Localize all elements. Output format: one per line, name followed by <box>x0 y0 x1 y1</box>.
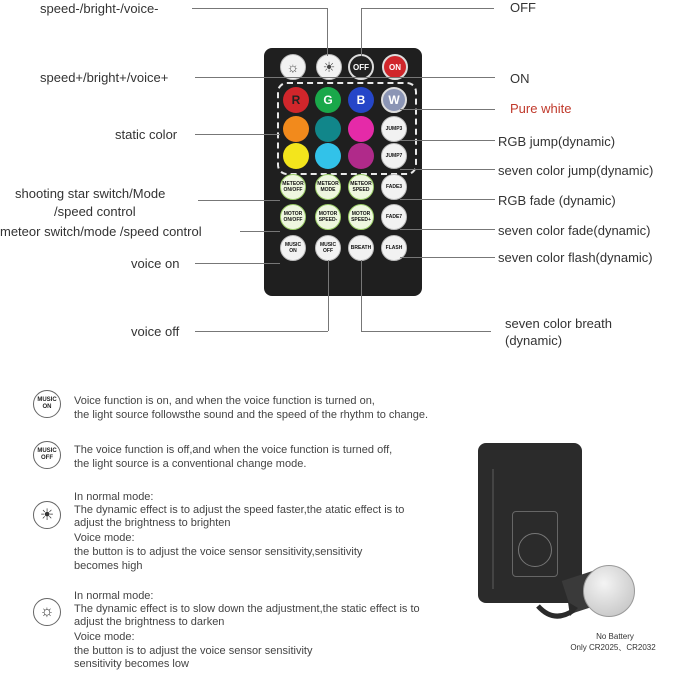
green-button[interactable] <box>315 87 341 113</box>
fade7-button-label: FADE7 <box>385 214 403 220</box>
meteor-speed-label: METEOR SPEED <box>350 181 372 193</box>
meteor-mode-label: METEOR MODE <box>317 181 339 193</box>
seven-breath-label-1: seven color breath <box>505 316 612 331</box>
arrow-icon <box>534 596 580 626</box>
off-label: OFF <box>510 0 536 15</box>
rgb-fade-label: RGB fade (dynamic) <box>498 193 616 208</box>
bright-plus-desc-4: the button is to adjust the voice sensor sensitivity,sensitivity <box>74 546 363 558</box>
red-button[interactable] <box>283 87 309 113</box>
bright-minus-desc-3: Voice mode: <box>74 631 135 643</box>
leader-line <box>192 8 328 9</box>
bright-minus-desc-2: adjust the brightness to darken <box>74 616 225 628</box>
bright-plus-desc-1: The dynamic effect is to adjust the speed faster,the atatic effect is to <box>74 504 405 516</box>
meteor-onoff-button[interactable] <box>280 174 306 200</box>
orange-button[interactable] <box>283 116 309 142</box>
seven-fade-label: seven color fade(dynamic) <box>498 223 651 238</box>
blue-button-label: B <box>356 93 366 107</box>
jump3-button-label: JUMP3 <box>385 126 403 132</box>
seven-flash-label: seven color flash(dynamic) <box>498 250 653 265</box>
jump7-button[interactable] <box>381 143 407 169</box>
voice-off-label: voice off <box>131 324 180 339</box>
magenta-button[interactable] <box>348 116 374 142</box>
jump3-button[interactable] <box>381 116 407 142</box>
leader-line <box>195 134 280 135</box>
leader-line <box>328 260 329 331</box>
seven-jump-label: seven color jump(dynamic) <box>498 163 654 178</box>
music-off-icon-text: MUSIC OFF <box>37 448 57 461</box>
yellow-button[interactable] <box>283 143 309 169</box>
bright-plus-desc-0: In normal mode: <box>74 491 154 503</box>
white-button-label: W <box>388 93 400 107</box>
leader-line <box>400 169 495 170</box>
leader-line <box>195 263 280 264</box>
pure-white-label: Pure white <box>510 101 572 116</box>
music-on-label: MUSIC ON <box>284 242 302 254</box>
leader-line <box>327 8 328 56</box>
music-off-desc-1: The voice function is off,and when the voice function is turned off, <box>74 444 393 456</box>
on-button-label: ON <box>389 62 401 72</box>
bright-minus-desc-1: The dynamic effect is to slow down the adjustment,the static effect is to <box>74 603 420 615</box>
music-on-icon <box>33 390 61 418</box>
motor-speed-plus-label: MOTOR SPEED+ <box>351 211 371 223</box>
motor-onoff-button[interactable] <box>280 204 306 230</box>
meteor-label: meteor switch/mode /speed control <box>0 224 202 239</box>
on-label: ON <box>510 71 530 86</box>
breath-button[interactable] <box>348 235 374 261</box>
fade3-button[interactable] <box>381 174 407 200</box>
flash-button-label: FLASH <box>385 245 403 251</box>
shooting-star-label-1: shooting star switch/Mode <box>15 186 166 201</box>
coin-battery <box>583 565 635 617</box>
battery-caption-1: No Battery <box>596 632 634 641</box>
sun-icon: ☀ <box>322 58 336 75</box>
seven-breath-label-2: (dynamic) <box>505 333 563 348</box>
bright-minus-desc-5: sensitivity becomes low <box>74 658 189 670</box>
leader-line <box>195 77 495 78</box>
leader-line <box>400 199 495 200</box>
bright-plus-desc-5: becomes high <box>74 560 143 572</box>
leader-line <box>198 200 280 201</box>
leader-line <box>400 257 495 258</box>
fade7-button[interactable] <box>381 204 407 230</box>
jump7-button-label: JUMP7 <box>385 153 403 159</box>
teal-button[interactable] <box>315 116 341 142</box>
blue-button[interactable] <box>348 87 374 113</box>
shooting-star-label-2: /speed control <box>54 204 136 219</box>
battery-slot <box>518 533 552 567</box>
music-on-desc-1: Voice function is on, and when the voice function is turned on, <box>74 395 375 407</box>
meteor-onoff-label: METEOR ON/OFF <box>282 181 304 193</box>
music-on-desc-2: the light source followsthe sound and the speed of the rhythm to change. <box>74 409 429 421</box>
leader-line <box>361 8 362 56</box>
speed-plus-label: speed+/bright+/voice+ <box>40 70 169 85</box>
music-on-button[interactable] <box>280 235 306 261</box>
breath-button-label: BREATH <box>350 245 372 251</box>
meteor-mode-button[interactable] <box>315 174 341 200</box>
leader-line <box>361 260 362 331</box>
bright-minus-desc-0: In normal mode: <box>74 590 154 602</box>
leader-line <box>361 8 494 9</box>
purple-button[interactable] <box>348 143 374 169</box>
brightness-up-icon: ☀ <box>33 501 61 529</box>
leader-line <box>195 331 328 332</box>
brightness-down-icon: ☼ <box>33 598 61 626</box>
red-button-label: R <box>291 93 301 107</box>
music-on-icon-text: MUSIC ON <box>37 397 57 410</box>
meteor-speed-button[interactable] <box>348 174 374 200</box>
motor-speed-minus-button[interactable] <box>315 204 341 230</box>
fade3-button-label: FADE3 <box>385 184 403 190</box>
back-groove <box>492 469 494 589</box>
bright-plus-desc-2: adjust the brightness to brighten <box>74 517 231 529</box>
rgb-jump-label: RGB jump(dynamic) <box>498 134 616 149</box>
music-off-label: MUSIC OFF <box>319 242 337 254</box>
music-off-button[interactable] <box>315 235 341 261</box>
motor-speed-plus-button[interactable] <box>348 204 374 230</box>
battery-caption-2: Only CR2025、CR2032 <box>570 643 656 652</box>
voice-on-label: voice on <box>131 256 180 271</box>
sun-icon: ☼ <box>286 59 300 75</box>
leader-line <box>400 229 495 230</box>
cyan-button[interactable] <box>315 143 341 169</box>
bright-minus-desc-4: the button is to adjust the voice sensor sensitivity <box>74 645 313 657</box>
bright-plus-desc-3: Voice mode: <box>74 532 135 544</box>
music-off-icon <box>33 441 61 469</box>
leader-line <box>400 109 495 110</box>
leader-line <box>361 331 491 332</box>
leader-line <box>240 231 280 232</box>
motor-onoff-label: MOTOR ON/OFF <box>283 211 303 223</box>
leader-line <box>400 140 495 141</box>
green-button-label: G <box>323 93 333 107</box>
music-off-desc-2: the light source is a conventional change mode. <box>74 458 307 470</box>
off-button-label: OFF <box>353 62 369 72</box>
static-color-label: static color <box>115 127 178 142</box>
motor-speed-minus-label: MOTOR SPEED- <box>318 211 338 223</box>
speed-minus-label: speed-/bright-/voice- <box>40 1 159 16</box>
